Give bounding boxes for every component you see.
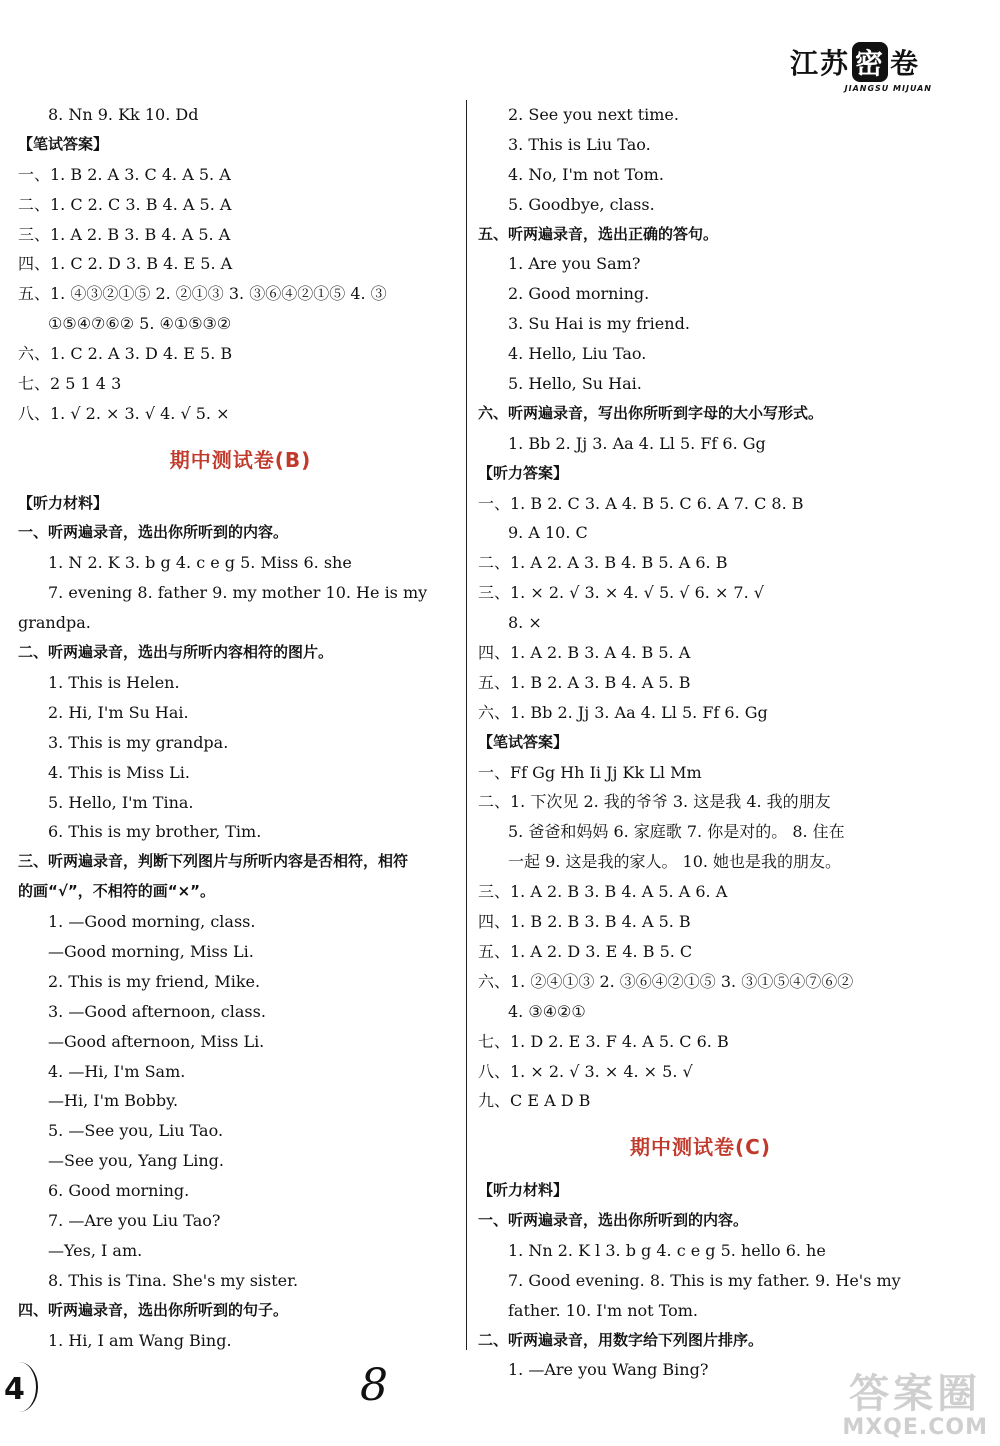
watermark-main: 答案圈 bbox=[849, 1371, 982, 1417]
answer-line: ①⑤④⑦⑥② 5. ④①⑤③② bbox=[48, 314, 232, 334]
answer-line: 五、1. A 2. D 3. E 4. B 5. C bbox=[478, 941, 693, 961]
answer-line: 四、1. B 2. B 3. B 4. A 5. B bbox=[478, 912, 691, 932]
answer-line: —Good afternoon, Miss Li. bbox=[48, 1031, 265, 1051]
answer-line: 三、1. A 2. B 3. B 4. A 5. A bbox=[18, 224, 231, 244]
answer-line: 7. evening 8. father 9. my mother 10. He is my bbox=[48, 583, 428, 603]
answer-line: father. 10. I'm not Tom. bbox=[508, 1300, 699, 1320]
answer-heading: 【笔试答案】 bbox=[18, 134, 109, 153]
question-heading: 六、听两遍录音，写出你所听到字母的大小写形式。 bbox=[478, 403, 824, 422]
answer-line: 8. This is Tina. She's my sister. bbox=[48, 1270, 299, 1290]
page-number: 4 bbox=[4, 1372, 25, 1407]
answer-line: —Yes, I am. bbox=[48, 1240, 143, 1260]
question-heading: 二、听两遍录音，用数字给下列图片排序。 bbox=[478, 1330, 764, 1349]
question-heading: 一、听两遍录音，选出你所听到的内容。 bbox=[478, 1210, 749, 1229]
answer-line: 5. Hello, I'm Tina. bbox=[48, 792, 194, 812]
answer-heading: 【听力材料】 bbox=[478, 1181, 569, 1200]
answer-line: 4. Hello, Liu Tao. bbox=[508, 344, 647, 364]
answer-line: 7. Good evening. 8. This is my father. 9. He's my bbox=[508, 1270, 901, 1290]
answer-line: 3. —Good afternoon, class. bbox=[48, 1001, 266, 1021]
answer-line: 5. —See you, Liu Tao. bbox=[48, 1121, 224, 1141]
answer-line: 二、1. C 2. C 3. B 4. A 5. A bbox=[18, 194, 232, 214]
answer-line: 三、1. A 2. B 3. B 4. A 5. A 6. A bbox=[478, 882, 728, 902]
answer-line: 9. A 10. C bbox=[508, 523, 588, 543]
answer-line: —Good morning, Miss Li. bbox=[48, 941, 254, 961]
answer-line: 六、1. ②④①③ 2. ③⑥④②①⑤ 3. ③①⑤④⑦⑥② bbox=[478, 971, 854, 991]
answer-line: 5. Goodbye, class. bbox=[508, 194, 655, 214]
answer-line: 九、C E A D B bbox=[478, 1091, 591, 1111]
answer-line: 2. This is my friend, Mike. bbox=[48, 971, 261, 991]
answer-line: 一、Ff Gg Hh Ii Jj Kk Ll Mm bbox=[478, 762, 702, 782]
brand-title-mi: 密 bbox=[852, 42, 888, 82]
answer-line: 八、1. × 2. √ 3. × 4. × 5. √ bbox=[478, 1061, 693, 1081]
answer-line: 8. Nn 9. Kk 10. Dd bbox=[48, 105, 199, 124]
answer-line: 四、1. C 2. D 3. B 4. E 5. A bbox=[18, 254, 233, 274]
answer-line: 1. N 2. K 3. b g 4. c e g 5. Miss 6. she bbox=[48, 553, 352, 573]
question-heading: 三、听两遍录音，判断下列图片与所听内容是否相符，相符 bbox=[18, 852, 409, 871]
brand-title-part: 江苏 bbox=[789, 47, 850, 80]
section-title: 期中测试卷(C) bbox=[630, 1135, 771, 1160]
answer-line: 七、2 5 1 4 3 bbox=[18, 374, 122, 394]
brand-subtitle: JIANGSU MIJUAN bbox=[844, 84, 932, 93]
brand-title bbox=[790, 42, 920, 82]
question-heading: 的画“√”，不相符的画“×”。 bbox=[18, 882, 216, 901]
answer-line: 3. Su Hai is my friend. bbox=[508, 314, 690, 334]
answer-line: 4. ③④②① bbox=[508, 1001, 586, 1021]
answer-line: 八、1. √ 2. × 3. √ 4. √ 5. × bbox=[18, 403, 230, 423]
brand-title-part: 卷 bbox=[889, 47, 920, 80]
watermark bbox=[842, 1362, 988, 1440]
answer-line: 3. This is my grandpa. bbox=[48, 732, 229, 752]
answer-line: 1. This is Helen. bbox=[48, 672, 180, 692]
answer-line: 1. —Good morning, class. bbox=[48, 912, 256, 932]
answer-heading: 【听力答案】 bbox=[478, 463, 569, 482]
answer-line: 2. Good morning. bbox=[508, 284, 650, 304]
question-heading: 五、听两遍录音，选出正确的答句。 bbox=[478, 224, 719, 243]
answer-line: 5. 爸爸和妈妈 6. 家庭歌 7. 你是对的。 8. 住在 bbox=[508, 822, 845, 842]
answer-line: —Hi, I'm Bobby. bbox=[48, 1091, 179, 1111]
answer-line: 1. Nn 2. K l 3. b g 4. c e g 5. hello 6. he bbox=[508, 1240, 826, 1260]
answer-line: 七、1. D 2. E 3. F 4. A 5. C 6. B bbox=[478, 1031, 729, 1051]
answer-line: 一起 9. 这是我的家人。 10. 她也是我的朋友。 bbox=[508, 852, 842, 872]
answer-line: 7. —Are you Liu Tao? bbox=[48, 1210, 221, 1230]
handwritten-mark: 8 bbox=[360, 1360, 388, 1411]
answer-line: grandpa. bbox=[18, 613, 91, 633]
answer-line: 6. Good morning. bbox=[48, 1181, 190, 1201]
answer-heading: 【笔试答案】 bbox=[478, 732, 569, 751]
question-heading: 四、听两遍录音，选出你所听到的句子。 bbox=[18, 1300, 289, 1319]
answer-line: 1. Hi, I am Wang Bing. bbox=[48, 1330, 232, 1350]
answer-line: 二、1. A 2. A 3. B 4. B 5. A 6. B bbox=[478, 553, 728, 573]
answer-line: 5. Hello, Su Hai. bbox=[508, 374, 642, 394]
answer-line: 1. Are you Sam? bbox=[508, 254, 641, 274]
left-column bbox=[18, 100, 463, 1355]
question-heading: 二、听两遍录音，选出与所听内容相符的图片。 bbox=[18, 643, 334, 662]
answer-line: 4. —Hi, I'm Sam. bbox=[48, 1061, 186, 1081]
answer-line: 4. No, I'm not Tom. bbox=[508, 164, 664, 184]
answer-line: 一、1. B 2. A 3. C 4. A 5. A bbox=[18, 164, 231, 184]
answer-heading: 【听力材料】 bbox=[18, 493, 109, 512]
column-divider bbox=[466, 100, 467, 1350]
right-column bbox=[478, 100, 923, 1385]
answer-line: 二、1. 下次见 2. 我的爷爷 3. 这是我 4. 我的朋友 bbox=[478, 792, 831, 812]
answer-line: 8. × bbox=[508, 613, 542, 633]
answer-line: 4. This is Miss Li. bbox=[48, 762, 190, 782]
answer-line: 3. This is Liu Tao. bbox=[508, 134, 651, 154]
answer-line: 四、1. A 2. B 3. A 4. B 5. A bbox=[478, 643, 691, 663]
answer-line: 1. —Are you Wang Bing? bbox=[508, 1360, 709, 1380]
answer-line: 2. Hi, I'm Su Hai. bbox=[48, 702, 189, 722]
answer-line: 五、1. B 2. A 3. B 4. A 5. B bbox=[478, 672, 691, 692]
watermark-url: MXQE.COM bbox=[842, 1415, 988, 1440]
answer-line: 六、1. C 2. A 3. D 4. E 5. B bbox=[18, 344, 233, 364]
answer-line: 三、1. × 2. √ 3. × 4. √ 5. √ 6. × 7. √ bbox=[478, 583, 764, 603]
answer-line: —See you, Yang Ling. bbox=[48, 1151, 224, 1171]
answer-line: 1. Bb 2. Jj 3. Aa 4. Ll 5. Ff 6. Gg bbox=[508, 433, 766, 453]
answer-line: 一、1. B 2. C 3. A 4. B 5. C 6. A 7. C 8. B bbox=[478, 493, 804, 513]
question-heading: 一、听两遍录音，选出你所听到的内容。 bbox=[18, 523, 289, 542]
answer-line: 六、1. Bb 2. Jj 3. Aa 4. Ll 5. Ff 6. Gg bbox=[478, 702, 768, 722]
answer-line: 6. This is my brother, Tim. bbox=[48, 822, 262, 842]
section-title: 期中测试卷(B) bbox=[169, 447, 312, 472]
answer-line: 2. See you next time. bbox=[508, 105, 679, 124]
answer-line: 五、1. ④③②①⑤ 2. ②①③ 3. ③⑥④②①⑤ 4. ③ bbox=[18, 284, 387, 304]
